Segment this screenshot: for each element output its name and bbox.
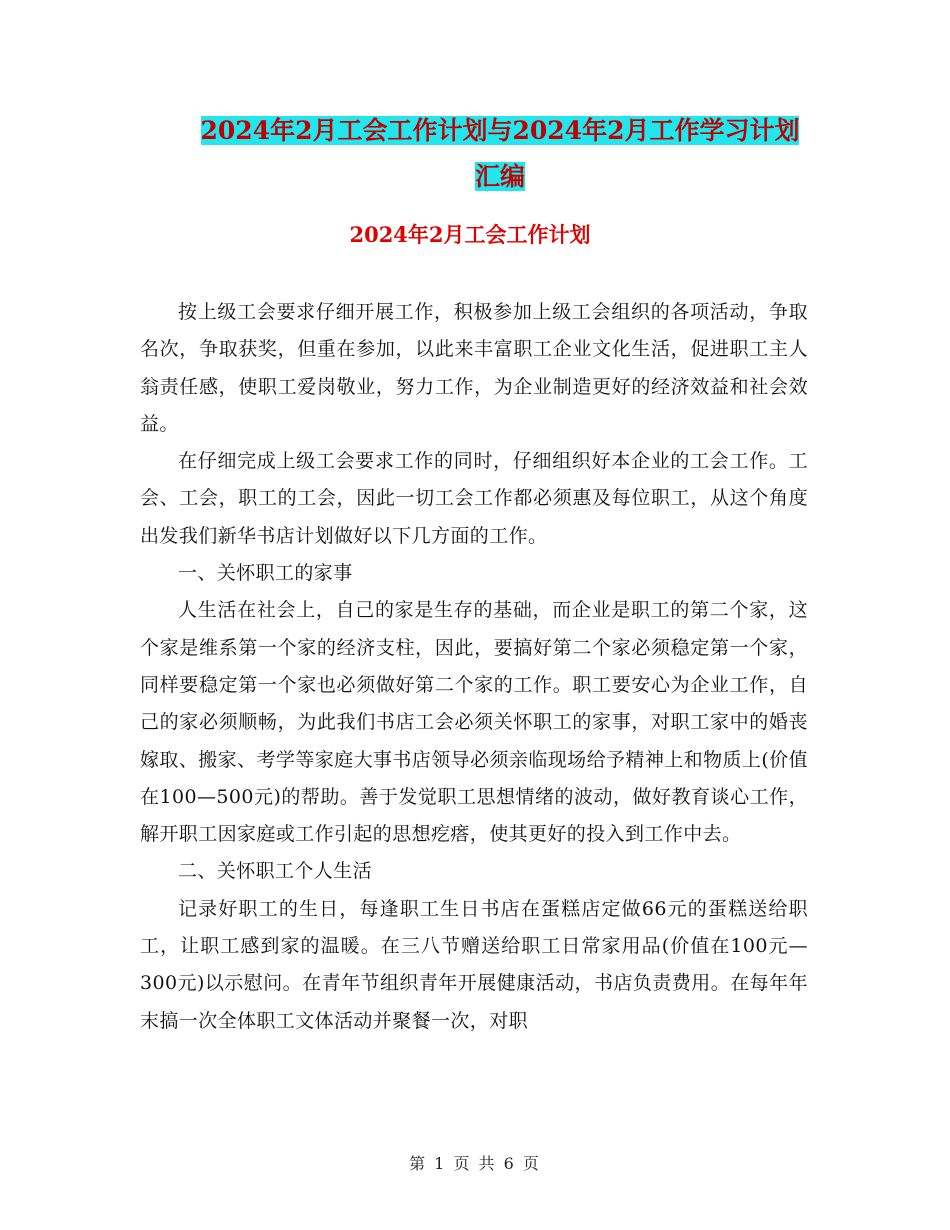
document-title-line-1: 2024年2月工会工作计划与2024年2月工作学习计划 [200, 116, 800, 145]
subheading: 二、关怀职工个人生活 [178, 860, 373, 883]
document-title [120, 108, 880, 200]
paragraph: 记录好职工的生日，每逢职工生日书店在蛋糕店定做66元的蛋糕送给职工，让职工感到家的温暖。在三八节赠送给职工日常家用品(价值在100元—300元)以示慰问。在青年节组织青年开展健康活动，书店负责费用。在每年年末搞一次全体职工文体活动并聚餐一次，对职 [140, 897, 808, 1032]
paragraph: 按上级工会要求仔细开展工作，积极参加上级工会组织的各项活动，争取名次，争取获奖，但重在参加，以此来丰富职工企业文化生活，促进职工主人翁责任感，使职工爱岗敬业，努力工作，为企业制造更好的经济效益和社会效益。 [140, 301, 808, 435]
paragraph: 在仔细完成上级工会要求工作的同时，仔细组织好本企业的工会工作。工会、工会，职工的工会，因此一切工会工作都必须惠及每位职工，从这个角度出发我们新华书店计划做好以下几方面的工作。 [140, 450, 808, 547]
page-footer: 第 1 页 共 6 页 [409, 1154, 541, 1173]
subheading: 一、关怀职工的家事 [178, 562, 353, 585]
paragraph: 人生活在社会上，自己的家是生存的基础，而企业是职工的第二个家，这个家是维系第一个家的经济支柱，因此，要搞好第二个家必须稳定第一个家，同样要稳定第一个家也必须做好第二个家的工作。职工要安心为企业工作，自己的家必须顺畅，为此我们书店工会必须关怀职工的家事，对职工家中的婚丧嫁取、搬家、考学等家庭大事书店领导必须亲临现场给予精神上和物质上(价值在100—500元)的帮助。善于发觉职工思想情绪的波动，做好教育谈心工作，解开职工因家庭或工作引起的思想疙瘩，使其更好的投入到工作中去。 [140, 599, 808, 846]
document-body [140, 294, 808, 1040]
document-title-line-2: 汇编 [474, 162, 525, 191]
section-title: 2024年2月工会工作计划 [349, 222, 591, 247]
